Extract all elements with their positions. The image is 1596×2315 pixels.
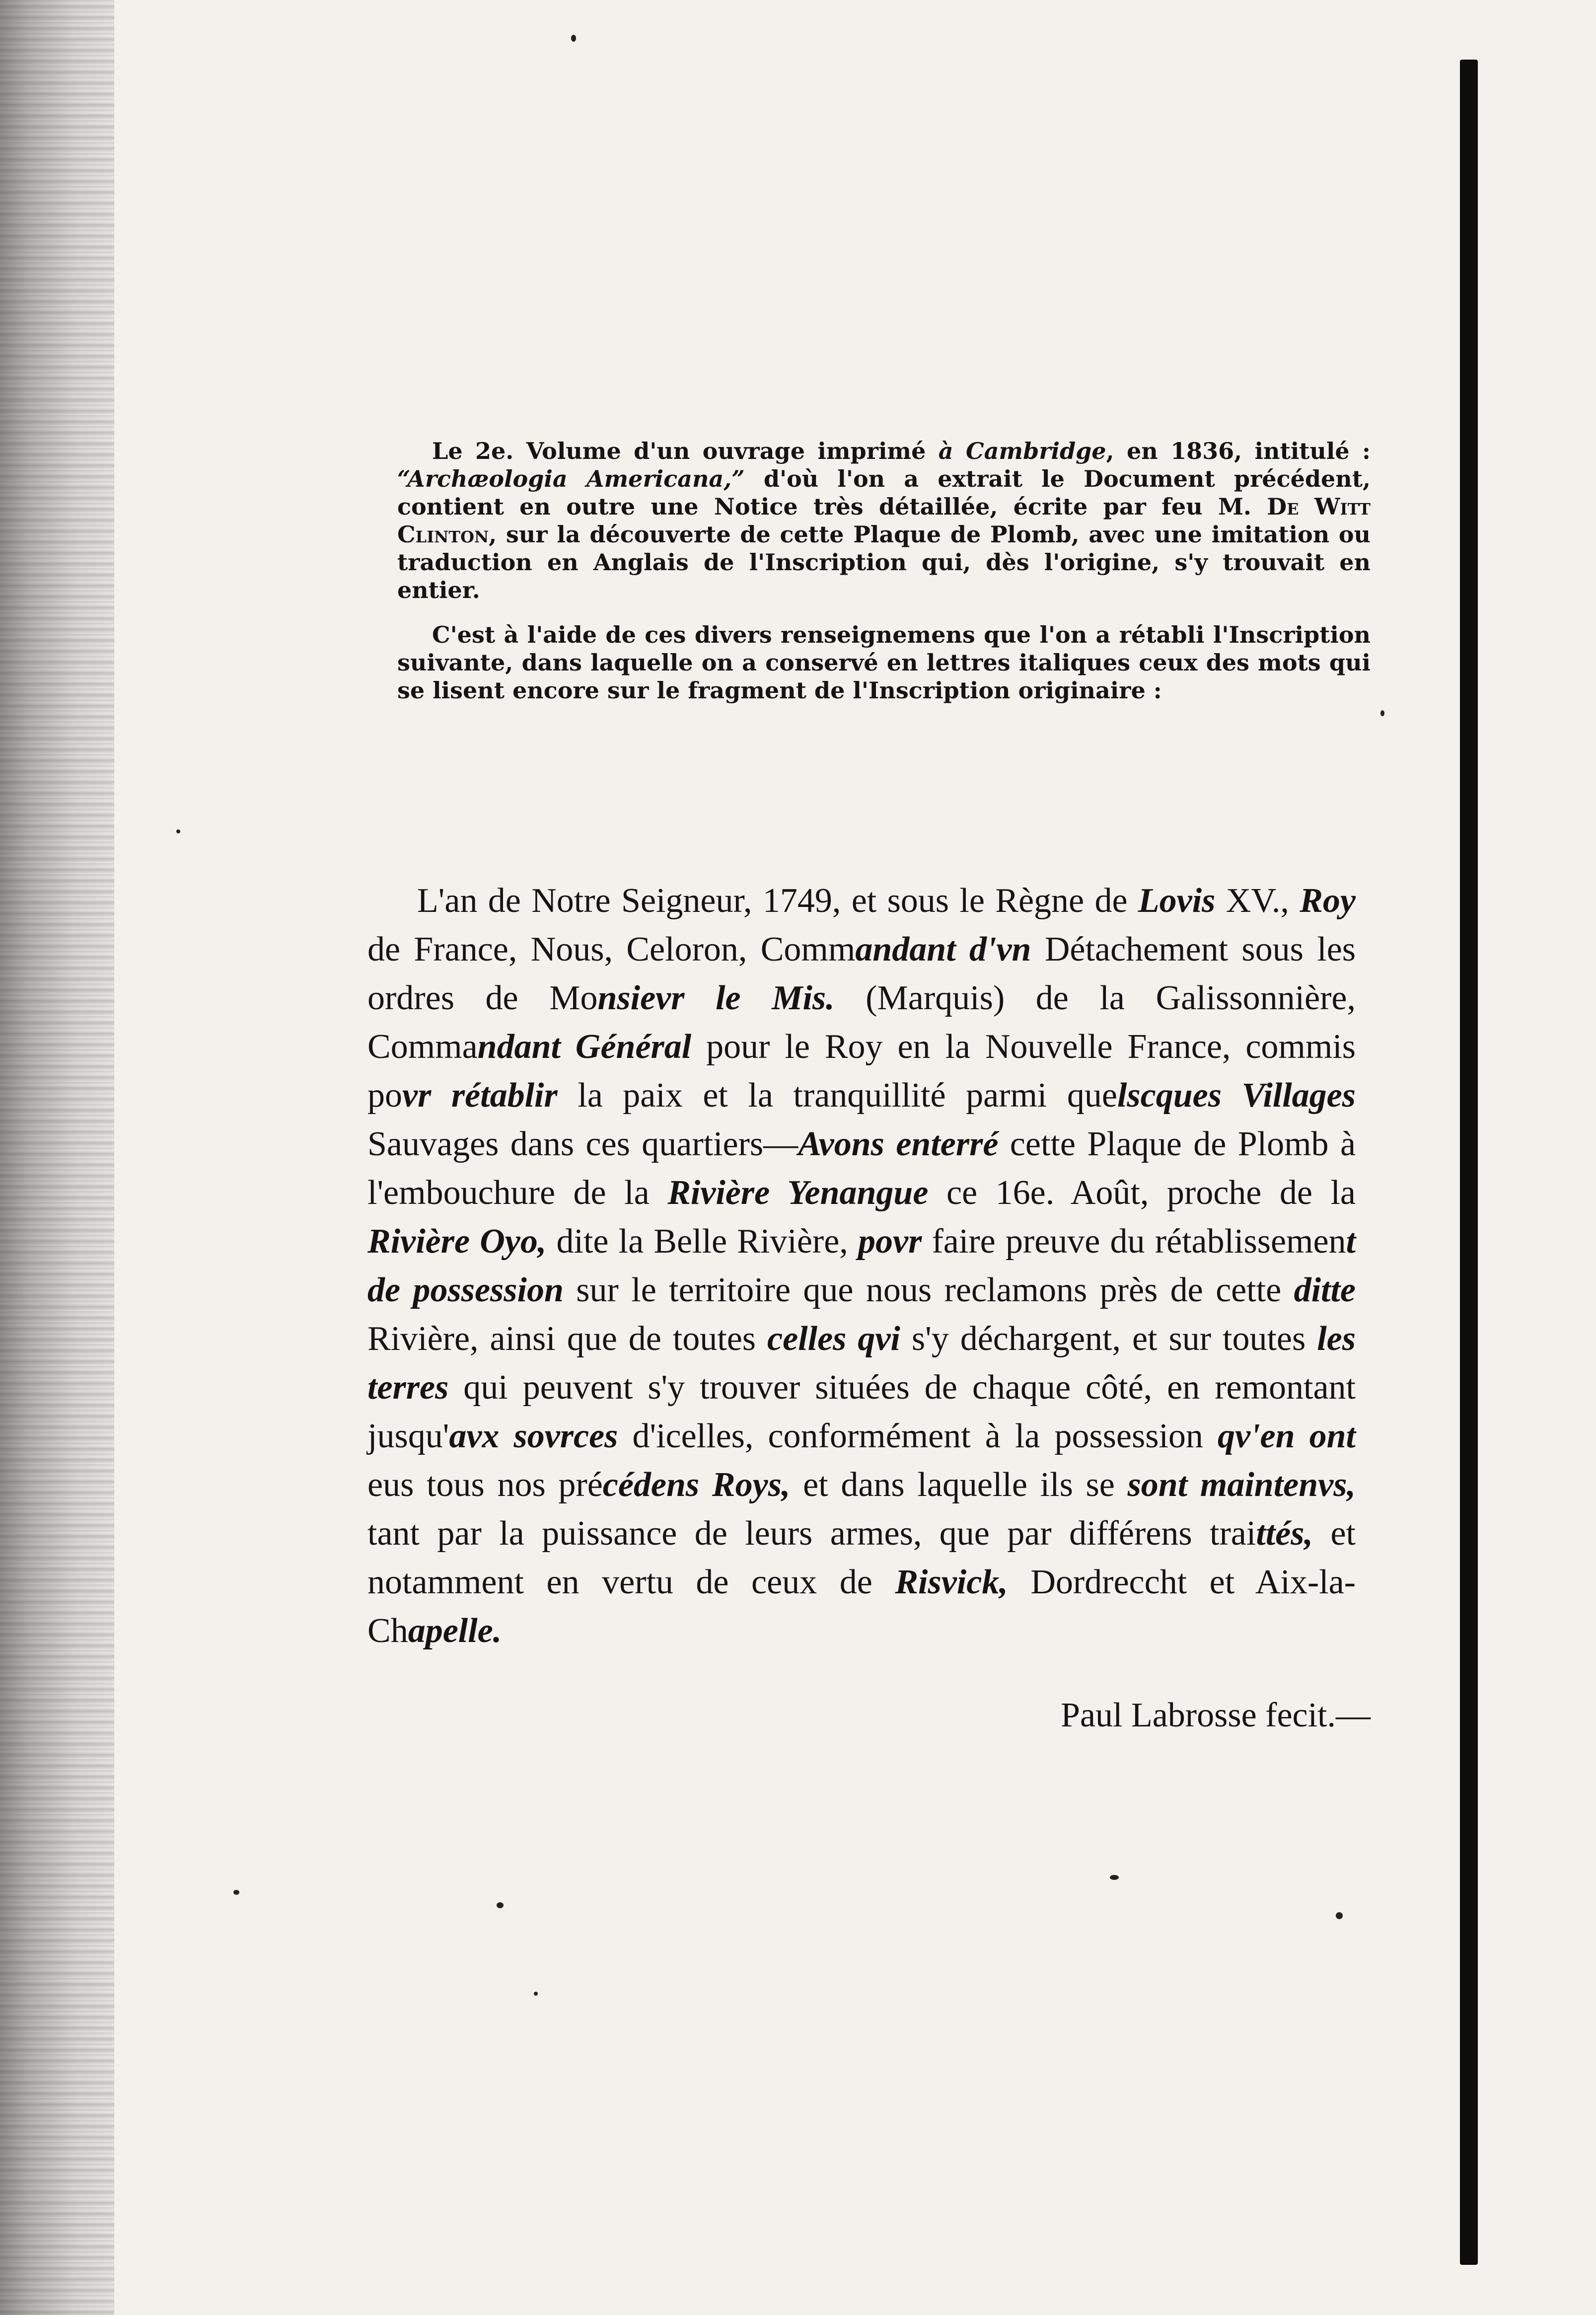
restored-inscription bbox=[367, 877, 1356, 1655]
notice-text: d'où l'on a extrait le Document précédent, contient en outre une Notice très détaillée, écrite par feu M. bbox=[397, 465, 1371, 520]
inscription-text: sur le territoire que nous reclamons près de cette bbox=[563, 1271, 1294, 1309]
inscription-text: ce 16e. Août, proche de la bbox=[928, 1174, 1356, 1212]
scan-speck bbox=[571, 35, 576, 42]
inscription-text: Détachement sous les ordres de Mo bbox=[367, 930, 1356, 1017]
scan-speck bbox=[233, 1890, 239, 1895]
notice-author-name: De Witt Clinton bbox=[397, 493, 1371, 548]
inscription-text: faire preuve du rétablissemen bbox=[922, 1222, 1346, 1261]
inscription-original-word: lscques Villages bbox=[1117, 1076, 1356, 1115]
inscription-text: Dordreccht et Aix-la-Ch bbox=[367, 1563, 1356, 1650]
scan-speck bbox=[1336, 1912, 1343, 1919]
inscription-text: d'icelles, conformément à la possession bbox=[618, 1417, 1218, 1455]
inscription-text: eus tous nos pré bbox=[367, 1466, 603, 1504]
inscription-text: pour le Roy en la Nouvelle France, commis po bbox=[367, 1028, 1356, 1115]
inscription-paragraph bbox=[367, 877, 1356, 1655]
notice-paragraph-2: C'est à l'aide de ces divers renseignemens que l'on a rétabli l'Inscription suivante, dans laquelle on a conservé en lettres italiques ceux des mots qui se lisent encore sur le fragment de l'Inscription originaire : bbox=[397, 621, 1371, 704]
inscription-original-word: andant d'vn bbox=[855, 930, 1031, 969]
inscription-original-word: Avons enterré bbox=[798, 1125, 999, 1163]
inscription-original-word: Roy bbox=[1300, 882, 1356, 920]
inscription-text: tant par la puissance de leurs armes, que par différens trai bbox=[367, 1514, 1256, 1553]
inscription-text: s'y déchargent, et sur toutes bbox=[900, 1320, 1317, 1358]
inscription-original-word: Rivière Oyo, bbox=[367, 1222, 547, 1261]
inscription-text: de France, Nous, Celoron, Comm bbox=[367, 930, 856, 969]
inscription-text: la paix et la tranquillité parmi que bbox=[557, 1076, 1117, 1115]
inscription-original-word: nsievr le Mis. bbox=[597, 979, 835, 1017]
inscription-text: dite la Belle Rivière, bbox=[546, 1222, 858, 1261]
inscription-text: qui peuvent s'y trouver situées de chaque côté, en remontant jusqu' bbox=[367, 1368, 1356, 1455]
inscription-text: XV., bbox=[1215, 882, 1300, 920]
scan-speck bbox=[1110, 1875, 1119, 1880]
scan-gutter-shadow bbox=[0, 0, 114, 2315]
notice-text: , en 1836, intitulé : bbox=[1106, 438, 1371, 464]
inscription-original-word: celles qvi bbox=[767, 1320, 900, 1358]
inscription-text: Rivière, ainsi que de toutes bbox=[367, 1320, 768, 1358]
inscription-original-word: ndant Général bbox=[477, 1028, 692, 1066]
scan-speck bbox=[176, 829, 180, 833]
notice-text: Le 2e. Volume d'un ouvrage imprimé bbox=[432, 438, 939, 464]
inscription-original-word: qv'en ont bbox=[1218, 1417, 1356, 1455]
inscription-original-word: vr rétablir bbox=[402, 1076, 558, 1115]
notice-italic-title: “Archæologia Americana,” bbox=[397, 465, 745, 492]
inscription-text: cette Plaque de Plomb à l'embouchure de la bbox=[367, 1125, 1356, 1212]
inscription-text: et dans laquelle ils se bbox=[790, 1466, 1128, 1504]
inscription-original-word: les terres bbox=[367, 1320, 1356, 1407]
inscription-original-word: Rivière Yenangue bbox=[667, 1174, 929, 1212]
inscription-original-word: ttés, bbox=[1256, 1514, 1313, 1553]
inscription-original-word: sont maintenvs, bbox=[1127, 1466, 1356, 1504]
right-margin-rule bbox=[1460, 60, 1478, 2265]
inscription-original-word: ditte bbox=[1294, 1271, 1356, 1309]
inscription-original-word: Lovis bbox=[1138, 882, 1216, 920]
scan-speck bbox=[1380, 710, 1384, 716]
inscription-text: Sauvages dans ces quartiers— bbox=[367, 1125, 798, 1163]
inscription-original-word: t de possession bbox=[367, 1222, 1356, 1309]
editorial-notice bbox=[397, 437, 1371, 721]
inscription-text: (Marquis) de la Galissonnière, Comma bbox=[367, 979, 1356, 1066]
notice-paragraph-1 bbox=[397, 437, 1371, 604]
scan-speck bbox=[534, 1992, 538, 1996]
inscription-text: et notamment en vertu de ceux de bbox=[367, 1514, 1356, 1601]
notice-text: , sur la découverte de cette Plaque de Plomb, avec une imitation ou traduction en Anglais de l'Inscription qui, dès l'origine, s'y trouvait en entier. bbox=[397, 521, 1371, 603]
inscription-original-word: povr bbox=[858, 1222, 922, 1261]
inscription-original-word: apelle. bbox=[408, 1612, 502, 1650]
inscription-original-word: avx sovrces bbox=[449, 1417, 618, 1455]
inscription-original-word: Risvick, bbox=[895, 1563, 1008, 1601]
notice-italic-place: à Cambridge bbox=[938, 438, 1106, 464]
scan-speck bbox=[497, 1902, 504, 1908]
inscription-original-word: cédens Roys, bbox=[602, 1466, 791, 1504]
signature-line: Paul Labrosse fecit.— bbox=[1061, 1696, 1371, 1734]
inscription-text: L'an de Notre Seigneur, 1749, et sous le Règne de bbox=[417, 882, 1138, 920]
